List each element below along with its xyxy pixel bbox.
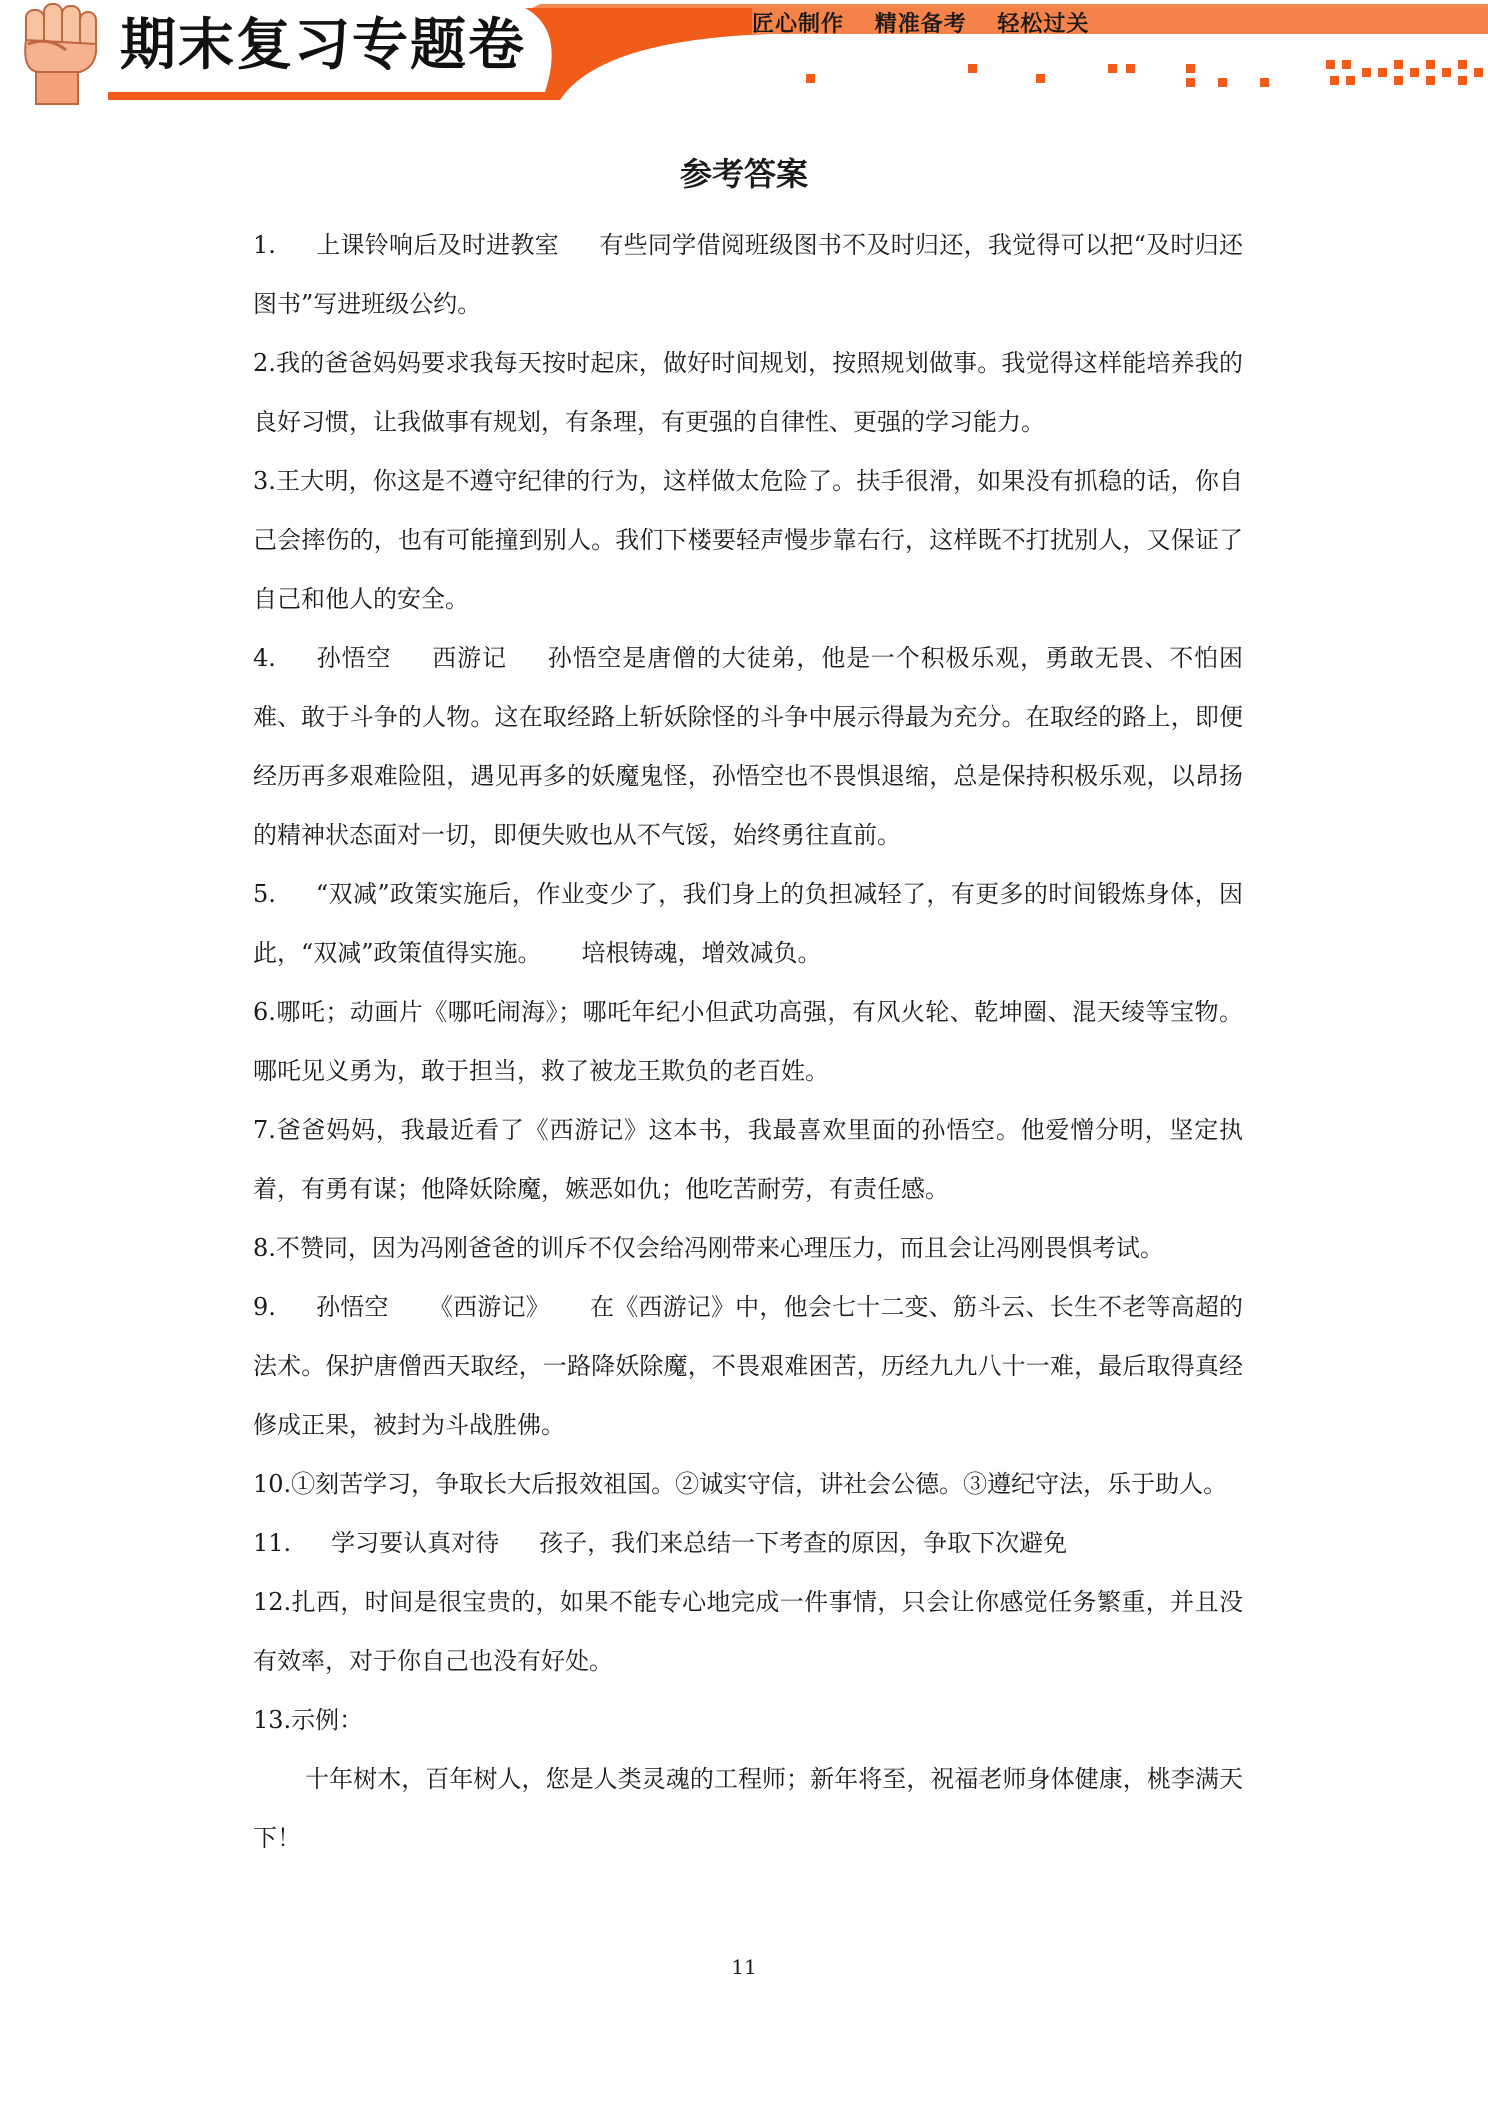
answer-item: [253, 1573, 1243, 1691]
answer-text: 孙悟空: [315, 644, 392, 672]
answer-item: [253, 334, 1243, 452]
answer-number: 6.: [253, 998, 276, 1026]
answer-text: 培根铸魂，增效减负。: [581, 939, 822, 967]
answer-text: 孩子，我们来总结一下考查的原因，争取下次避免: [539, 1529, 1068, 1557]
answer-number: 4.: [253, 644, 276, 672]
answer-number: 8.: [253, 1234, 276, 1262]
slogan-item: 精准备考: [874, 12, 967, 37]
answer-text: 不赞同，因为冯刚爸爸的训斥不仅会给冯刚带来心理压力，而且会让冯刚畏惧考试。: [275, 1234, 1164, 1262]
answer-number: 3.: [253, 467, 276, 495]
answer-text: 学习要认真对待: [331, 1529, 500, 1557]
page-number: 11: [731, 1955, 757, 1979]
answer-number: 1.: [253, 231, 276, 259]
answer-item: [253, 865, 1243, 983]
answer-item: [253, 629, 1243, 865]
answer-item: [253, 983, 1243, 1101]
answer-text: 王大明，你这是不遵守纪律的行为，这样做太危险了。扶手很滑，如果没有抓稳的话，你自己会摔伤的，也有可能撞到别人。我们下楼要轻声慢步靠右行，这样既不打扰别人，又保证了自己和他人的安全。: [253, 467, 1243, 613]
answer-text: 示例：: [291, 1706, 364, 1734]
answer-item: [253, 216, 1243, 334]
answer-item: [253, 1101, 1243, 1219]
answer-item: [253, 1219, 1243, 1278]
answer-number: 13.: [253, 1706, 292, 1734]
answer-text: 爸爸妈妈，我最近看了《西游记》这本书，我最喜欢里面的孙悟空。他爱憎分明，坚定执着，有勇有谋；他降妖除魔，嫉恶如仇；他吃苦耐劳，有责任感。: [253, 1116, 1243, 1203]
answer-text: “双减”政策实施后，作业变少了，我们身上的负担减轻了，有更多的时间锻炼身体，因此，“双减”政策值得实施。: [253, 880, 1243, 967]
answer-example: 十年树木，百年树人，您是人类灵魂的工程师；新年将至，祝福老师身体健康，桃李满天下！: [253, 1765, 1243, 1852]
fist-icon: [8, 0, 118, 105]
answer-item: [253, 1691, 1243, 1750]
answer-text: 哪吒；动画片《哪吒闹海》；哪吒年纪小但武功高强，有风火轮、乾坤圈、混天绫等宝物。哪吒见义勇为，敢于担当，救了被龙王欺负的老百姓。: [253, 998, 1243, 1085]
answer-item: [253, 1514, 1243, 1573]
slogan-item: 匠心制作: [752, 12, 845, 37]
brand-title: 期末复习专题卷: [120, 13, 526, 78]
answer-list: [253, 216, 1243, 1868]
answer-text: 《西游记》: [428, 1293, 550, 1321]
page-title: 参考答案: [679, 155, 808, 193]
answer-text: 孙悟空: [315, 1293, 389, 1321]
answer-number: 11.: [253, 1529, 292, 1557]
header-banner: [0, 0, 1488, 110]
answer-text: 我的爸爸妈妈要求我每天按时起床，做好时间规划，按照规划做事。我觉得这样能培养我的良好习惯，让我做事有规划，有条理，有更强的自律性、更强的学习能力。: [253, 349, 1243, 436]
answer-text: 在《西游记》中，他会七十二变、筋斗云、长生不老等高超的法术。保护唐僧西天取经，一路降妖除魔，不畏艰难困苦，历经九九八十一难，最后取得真经修成正果，被封为斗战胜佛。: [253, 1293, 1244, 1439]
answer-item: [253, 1278, 1243, 1455]
answer-item: [253, 452, 1243, 629]
answer-number: 7.: [253, 1116, 276, 1144]
slogan-item: 轻松过关: [997, 12, 1090, 37]
answer-number: 5.: [253, 880, 276, 908]
answer-item: [253, 1455, 1243, 1514]
answer-number: 12.: [253, 1588, 292, 1616]
slogan: [752, 8, 1111, 42]
answer-number: 9.: [253, 1293, 276, 1321]
answer-text: 有些同学借阅班级图书不及时归还，我觉得可以把“及时归还图书”写进班级公约。: [253, 231, 1243, 318]
answer-text: 西游记: [431, 644, 507, 672]
answer-text: ①刻苦学习，争取长大后报效祖国。②诚实守信，讲社会公德。③遵纪守法，乐于助人。: [291, 1470, 1228, 1498]
answer-number: 2.: [253, 349, 276, 377]
answer-text: 孙悟空是唐僧的大徒弟，他是一个积极乐观，勇敢无畏、不怕困难、敢于斗争的人物。这在取经路上斩妖除怪的斗争中展示得最为充分。在取经的路上，即便经历再多艰难险阻，遇见再多的妖魔鬼怪，孙悟空也不畏惧退缩，总是保持积极乐观，以昂扬的精神状态面对一切，即便失败也从不气馁，始终勇往直前。: [253, 644, 1244, 849]
answer-number: 10.: [253, 1470, 292, 1498]
answer-text: 扎西，时间是很宝贵的，如果不能专心地完成一件事情，只会让你感觉任务繁重，并且没有效率，对于你自己也没有好处。: [253, 1588, 1243, 1675]
answer-text: 上课铃响后及时进教室: [315, 231, 560, 259]
